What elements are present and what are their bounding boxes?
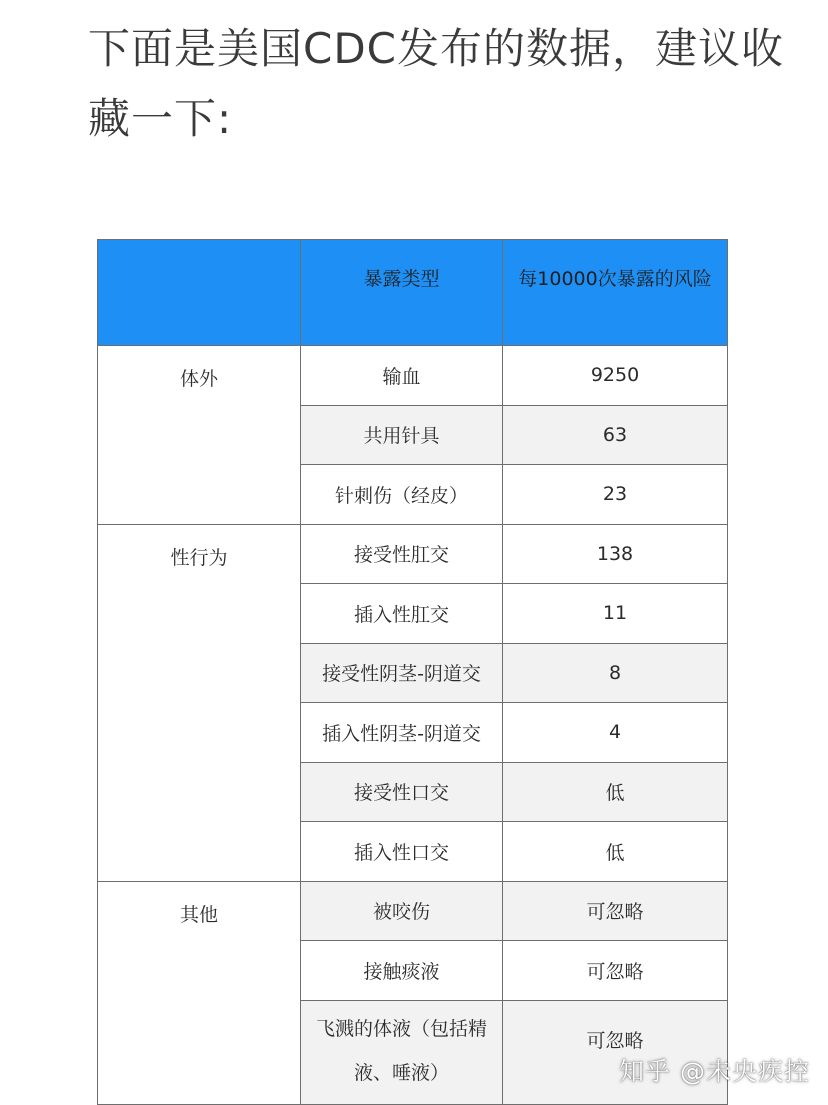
risk-value-cell: 可忽略 <box>503 881 728 941</box>
header-category <box>98 240 301 346</box>
exposure-type-cell: 接受性阴茎-阴道交 <box>301 643 503 703</box>
exposure-type-cell: 接触痰液 <box>301 941 503 1001</box>
exposure-type-cell: 被咬伤 <box>301 881 503 941</box>
intro-paragraph: 下面是美国CDC发布的数据，建议收藏一下: <box>88 24 784 143</box>
risk-value-cell: 23 <box>503 465 728 525</box>
exposure-type-cell: 接受性口交 <box>301 762 503 822</box>
risk-value-cell: 低 <box>503 822 728 882</box>
category-sexual: 性行为 <box>98 524 301 881</box>
category-other: 其他 <box>98 881 301 1104</box>
risk-value-cell: 8 <box>503 643 728 703</box>
table-row <box>98 346 728 406</box>
watermark: 知乎 @未央疾控 <box>619 1057 810 1086</box>
table-row <box>98 524 728 584</box>
exposure-type-cell: 共用针具 <box>301 405 503 465</box>
risk-value-cell: 9250 <box>503 346 728 406</box>
risk-value-cell: 138 <box>503 524 728 584</box>
exposure-type-cell: 插入性口交 <box>301 822 503 882</box>
category-external: 体外 <box>98 346 301 525</box>
exposure-type-cell: 插入性阴茎-阴道交 <box>301 703 503 763</box>
risk-value-cell: 可忽略 <box>503 1000 728 1104</box>
exposure-type-cell: 输血 <box>301 346 503 406</box>
header-risk: 每10000次暴露的风险 <box>503 240 728 346</box>
exposure-type-cell: 插入性肛交 <box>301 584 503 644</box>
risk-table <box>97 239 728 1105</box>
risk-value-cell: 63 <box>503 405 728 465</box>
exposure-type-cell: 飞溅的体液（包括精液、唾液） <box>301 1000 503 1104</box>
risk-value-cell: 低 <box>503 762 728 822</box>
header-row <box>98 240 728 346</box>
exposure-type-cell: 针刺伤（经皮） <box>301 465 503 525</box>
risk-value-cell: 可忽略 <box>503 941 728 1001</box>
risk-value-cell: 4 <box>503 703 728 763</box>
table-row <box>98 881 728 941</box>
header-exposure-type: 暴露类型 <box>301 240 503 346</box>
exposure-type-cell: 接受性肛交 <box>301 524 503 584</box>
risk-value-cell: 11 <box>503 584 728 644</box>
